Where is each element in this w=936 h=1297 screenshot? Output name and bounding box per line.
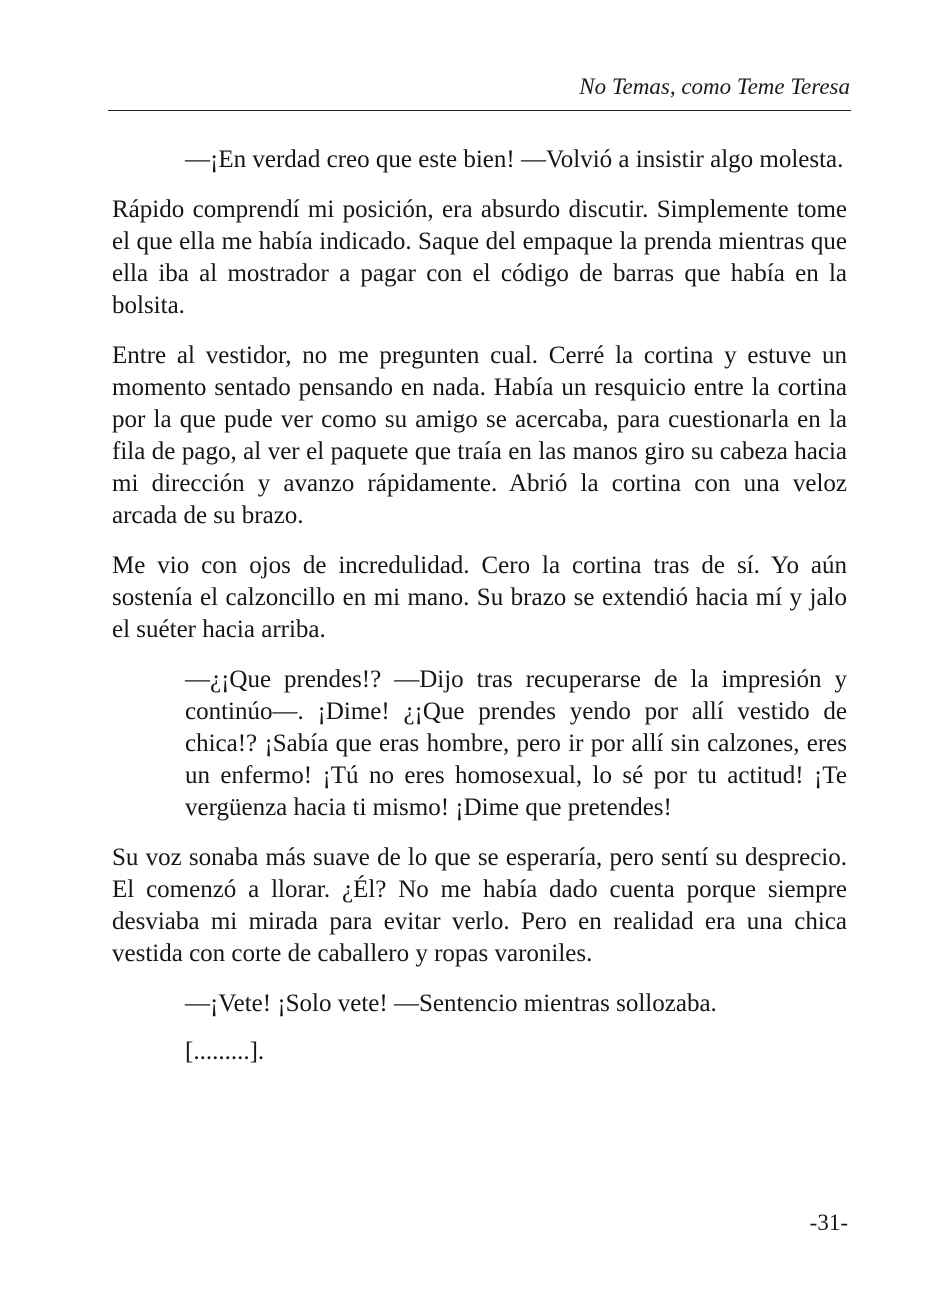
body-text xyxy=(112,144,847,1086)
paragraph-ellipsis: [.........]. xyxy=(185,1038,265,1065)
paragraph-narration: Su voz sonaba más suave de lo que se esperaría, pero sentí su desprecio. El comenzó a llorar. ¿Él? No me había dado cuenta porque siempre desviaba mi mirada para evitar verlo. Pero en realidad era una chica vestida con corte de caballero y ropas varoniles. xyxy=(112,844,847,967)
paragraph-dialog: —¡En verdad creo que este bien! —Volvió a insistir algo molesta. xyxy=(185,146,844,173)
paragraph-narration: Rápido comprendí mi posición, era absurdo discutir. Simplemente tome el que ella me había indicado. Saque del empaque la prenda mientras que ella iba al mostrador a pagar con el código de barras que había en la bolsita. xyxy=(112,196,847,319)
paragraph-dialog: —¿¡Que prendes!? —Dijo tras recuperarse de la impresión y continúo—. ¡Dime! ¿¡Que prendes yendo por allí vestido de chica!? ¡Sabía que eras hombre, pero ir por allí sin calzones, eres un enfermo! ¡Tú no eres homosexual, lo sé por tu actitud! ¡Te vergüenza hacia ti mismo! ¡Dime que pretendes! xyxy=(185,666,847,821)
running-header-title: No Temas, como Teme Teresa xyxy=(579,74,850,99)
header-rule xyxy=(108,110,851,111)
paragraph-narration: Me vio con ojos de incredulidad. Cero la cortina tras de sí. Yo aún sostenía el calzoncillo en mi mano. Su brazo se extendió hacia mí y jalo el suéter hacia arriba. xyxy=(112,552,847,643)
paragraph-dialog: —¡Vete! ¡Solo vete! —Sentencio mientras sollozaba. xyxy=(185,990,717,1017)
paragraph-narration: Entre al vestidor, no me pregunten cual. Cerré la cortina y estuve un momento sentado pensando en nada. Había un resquicio entre la cortina por la que pude ver como su amigo se acercaba, para cuestionarla en la fila de pago, al ver el paquete que traía en las manos giro su cabeza hacia mi dirección y avanzo rápidamente. Abrió la cortina con una veloz arcada de su brazo. xyxy=(112,342,847,529)
page-number: -31- xyxy=(809,1210,848,1235)
